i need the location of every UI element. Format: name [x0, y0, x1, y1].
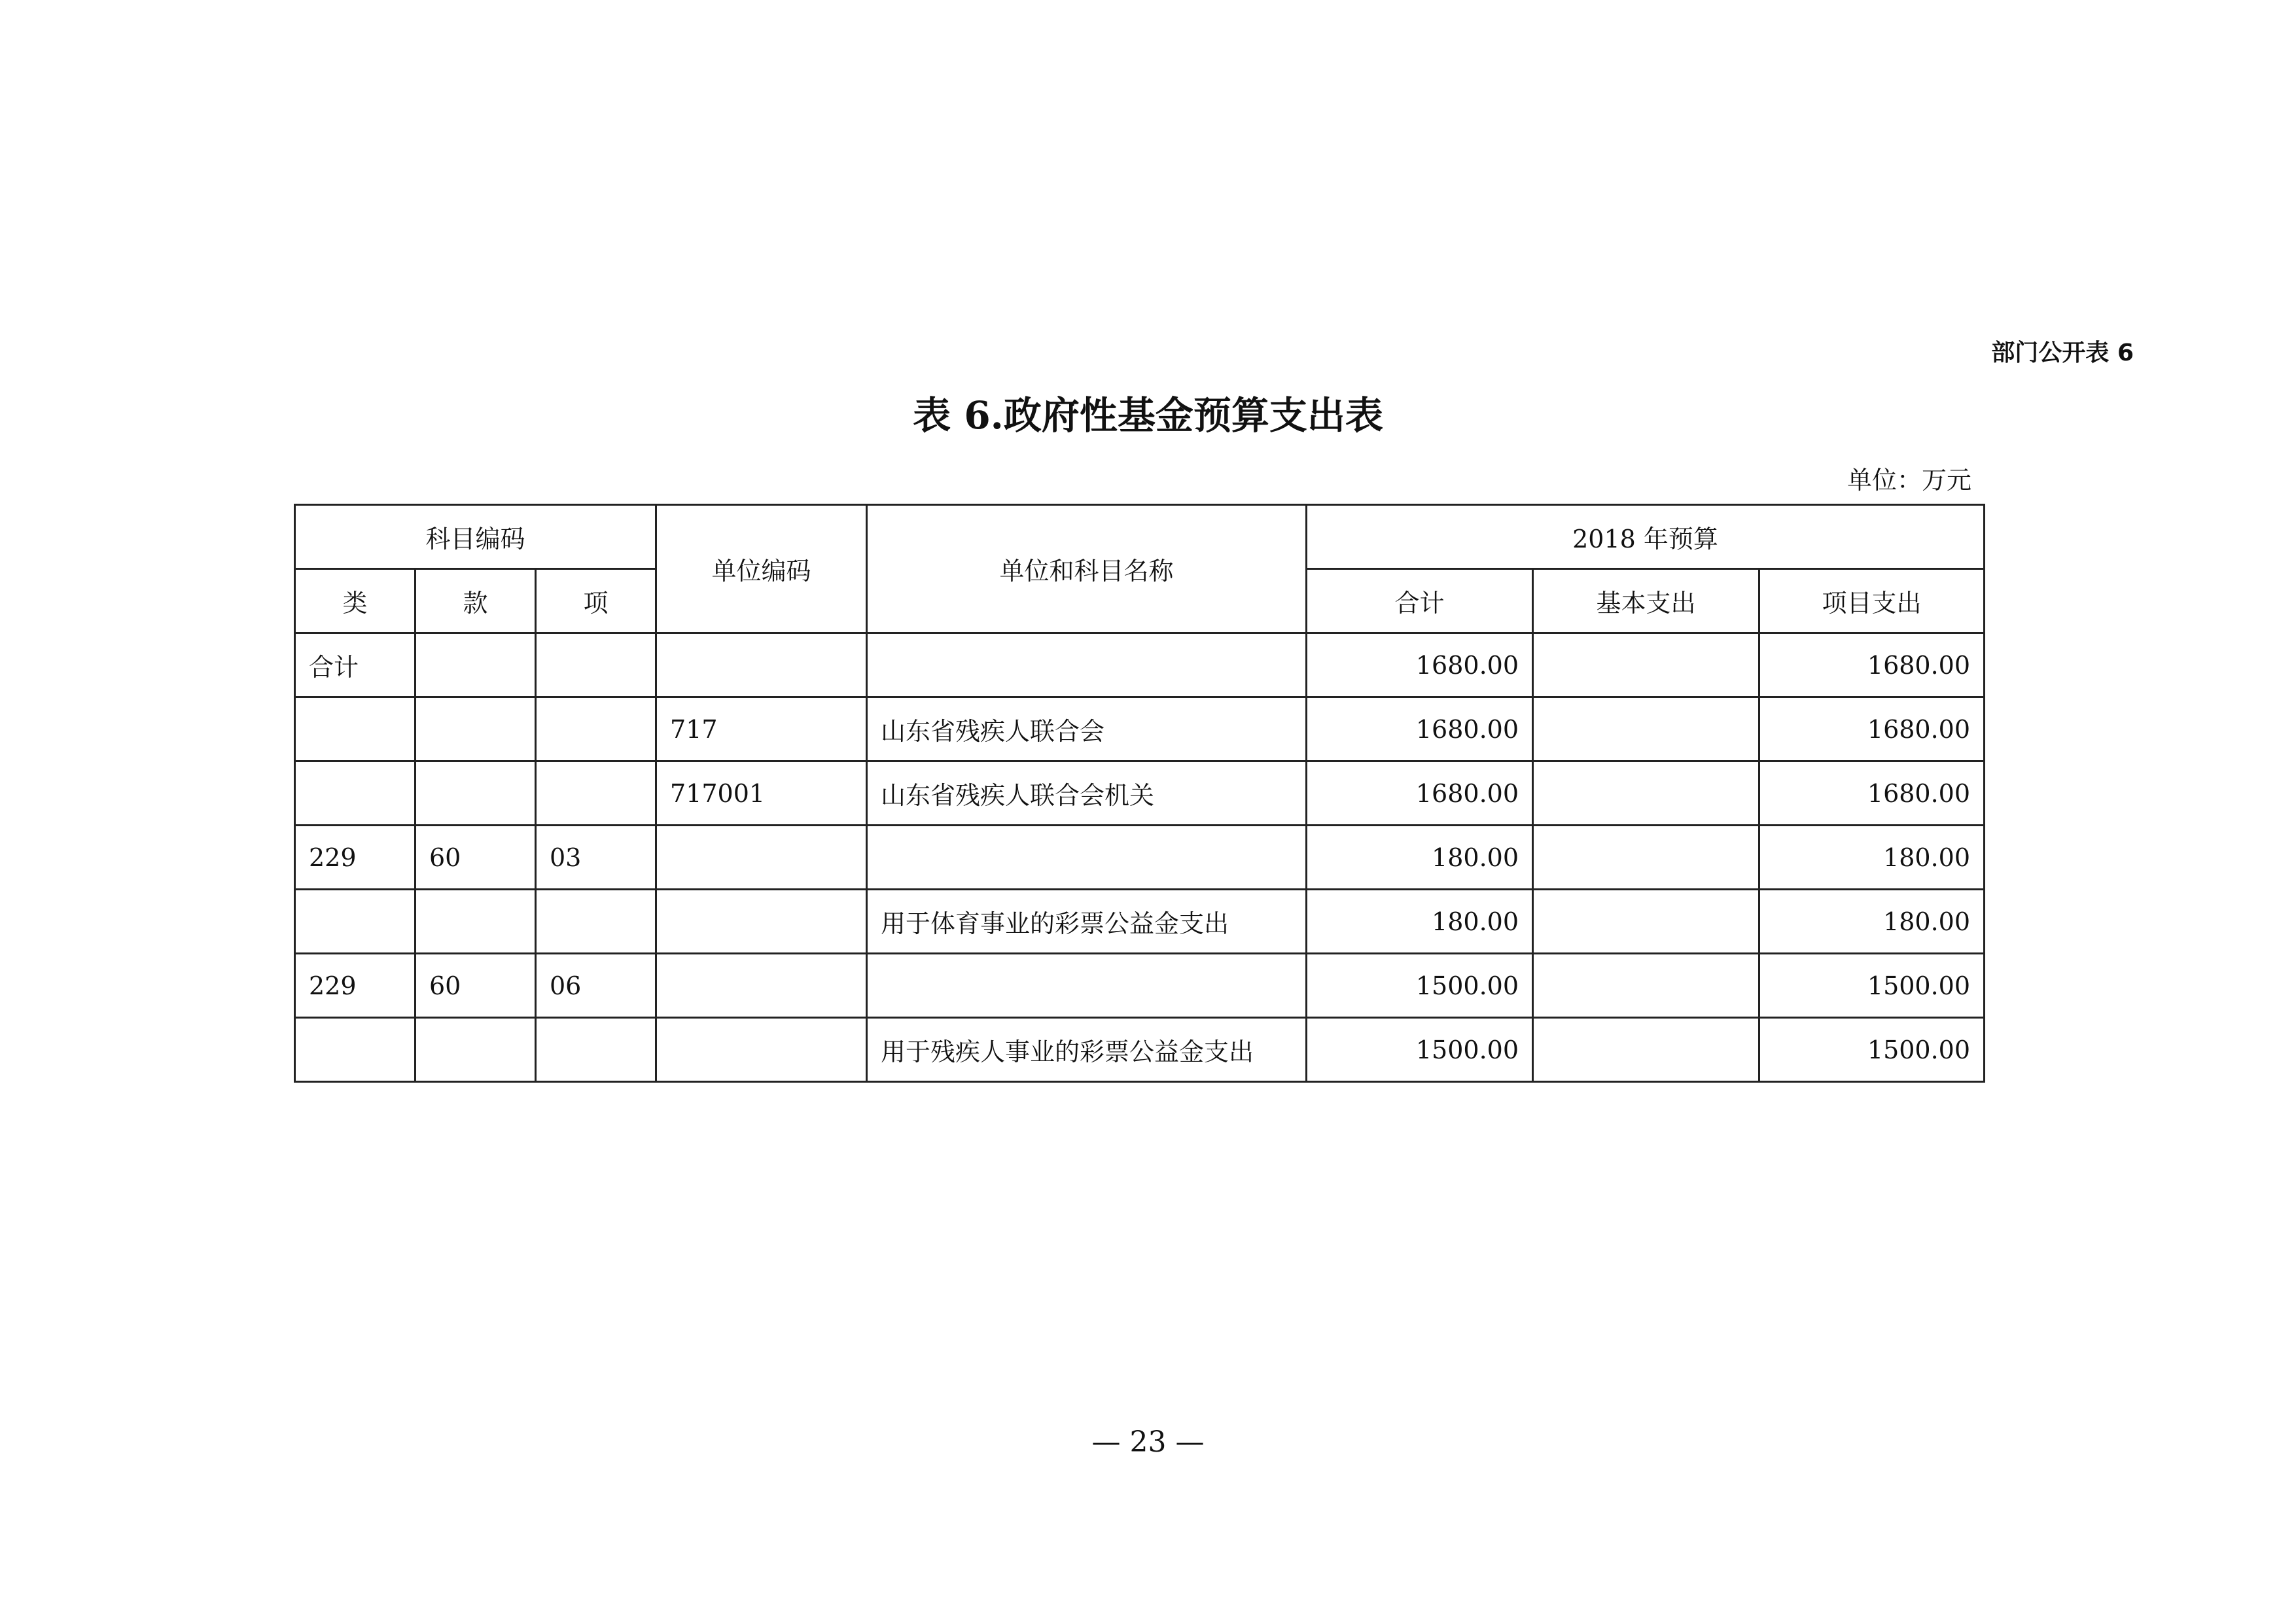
- cell-section: [415, 633, 536, 697]
- header-basic-expense: 基本支出: [1533, 569, 1759, 633]
- table-row: [295, 826, 1985, 890]
- header-category: 类: [295, 569, 415, 633]
- cell-project: 1680.00: [1759, 633, 1985, 697]
- header-project-expense: 项目支出: [1759, 569, 1985, 633]
- cell-section: 60: [415, 826, 536, 890]
- cell-unit-code: 717: [656, 697, 867, 761]
- cell-item: [536, 761, 656, 826]
- cell-basic: [1533, 826, 1759, 890]
- cell-name: 用于残疾人事业的彩票公益金支出: [867, 1018, 1307, 1082]
- cell-name: 用于体育事业的彩票公益金支出: [867, 890, 1307, 954]
- header-total: 合计: [1307, 569, 1533, 633]
- cell-total: 180.00: [1307, 826, 1533, 890]
- cell-name: [867, 633, 1307, 697]
- table-row: [295, 890, 1985, 954]
- cell-section: [415, 697, 536, 761]
- unit-note: 单位：万元: [1846, 466, 1971, 495]
- cell-project: 1500.00: [1759, 954, 1985, 1018]
- page-title: 表 6.政府性基金预算支出表: [913, 393, 1383, 438]
- cell-item: [536, 890, 656, 954]
- cell-category: 合计: [295, 633, 415, 697]
- header-item: 项: [536, 569, 656, 633]
- cell-item: [536, 697, 656, 761]
- table-row: [295, 1018, 1985, 1082]
- cell-section: [415, 1018, 536, 1082]
- table-row: [295, 697, 1985, 761]
- cell-unit-code: [656, 954, 867, 1018]
- cell-name: [867, 826, 1307, 890]
- cell-project: 1680.00: [1759, 761, 1985, 826]
- cell-unit-code: [656, 826, 867, 890]
- header-unit-code: 单位编码: [656, 505, 867, 633]
- page-label: 部门公开表 6: [1991, 340, 2134, 366]
- cell-category: [295, 890, 415, 954]
- cell-section: 60: [415, 954, 536, 1018]
- cell-category: 229: [295, 954, 415, 1018]
- cell-category: [295, 1018, 415, 1082]
- cell-total: 1680.00: [1307, 633, 1533, 697]
- cell-total: 1500.00: [1307, 954, 1533, 1018]
- cell-item: [536, 1018, 656, 1082]
- cell-category: [295, 761, 415, 826]
- cell-section: [415, 890, 536, 954]
- cell-category: 229: [295, 826, 415, 890]
- cell-project: 1680.00: [1759, 697, 1985, 761]
- cell-unit-code: 717001: [656, 761, 867, 826]
- cell-name: [867, 954, 1307, 1018]
- table-row: [295, 954, 1985, 1018]
- header-unit-subject-name: 单位和科目名称: [867, 505, 1307, 633]
- cell-total: 1680.00: [1307, 761, 1533, 826]
- cell-section: [415, 761, 536, 826]
- cell-basic: [1533, 1018, 1759, 1082]
- cell-name: 山东省残疾人联合会机关: [867, 761, 1307, 826]
- cell-name: 山东省残疾人联合会: [867, 697, 1307, 761]
- cell-total: 1680.00: [1307, 697, 1533, 761]
- cell-basic: [1533, 890, 1759, 954]
- cell-basic: [1533, 697, 1759, 761]
- table-row: [295, 761, 1985, 826]
- page-number: — 23 —: [1091, 1425, 1205, 1459]
- cell-total: 180.00: [1307, 890, 1533, 954]
- cell-unit-code: [656, 890, 867, 954]
- cell-unit-code: [656, 633, 867, 697]
- cell-basic: [1533, 633, 1759, 697]
- cell-category: [295, 697, 415, 761]
- cell-project: 1500.00: [1759, 1018, 1985, 1082]
- cell-unit-code: [656, 1018, 867, 1082]
- cell-item: 06: [536, 954, 656, 1018]
- cell-item: [536, 633, 656, 697]
- budget-table: [294, 504, 1985, 1083]
- cell-total: 1500.00: [1307, 1018, 1533, 1082]
- cell-item: 03: [536, 826, 656, 890]
- cell-basic: [1533, 954, 1759, 1018]
- cell-project: 180.00: [1759, 890, 1985, 954]
- header-budget-year: 2018 年预算: [1307, 505, 1985, 569]
- cell-project: 180.00: [1759, 826, 1985, 890]
- cell-basic: [1533, 761, 1759, 826]
- header-subject-code: 科目编码: [295, 505, 656, 569]
- header-section: 款: [415, 569, 536, 633]
- table-row: [295, 633, 1985, 697]
